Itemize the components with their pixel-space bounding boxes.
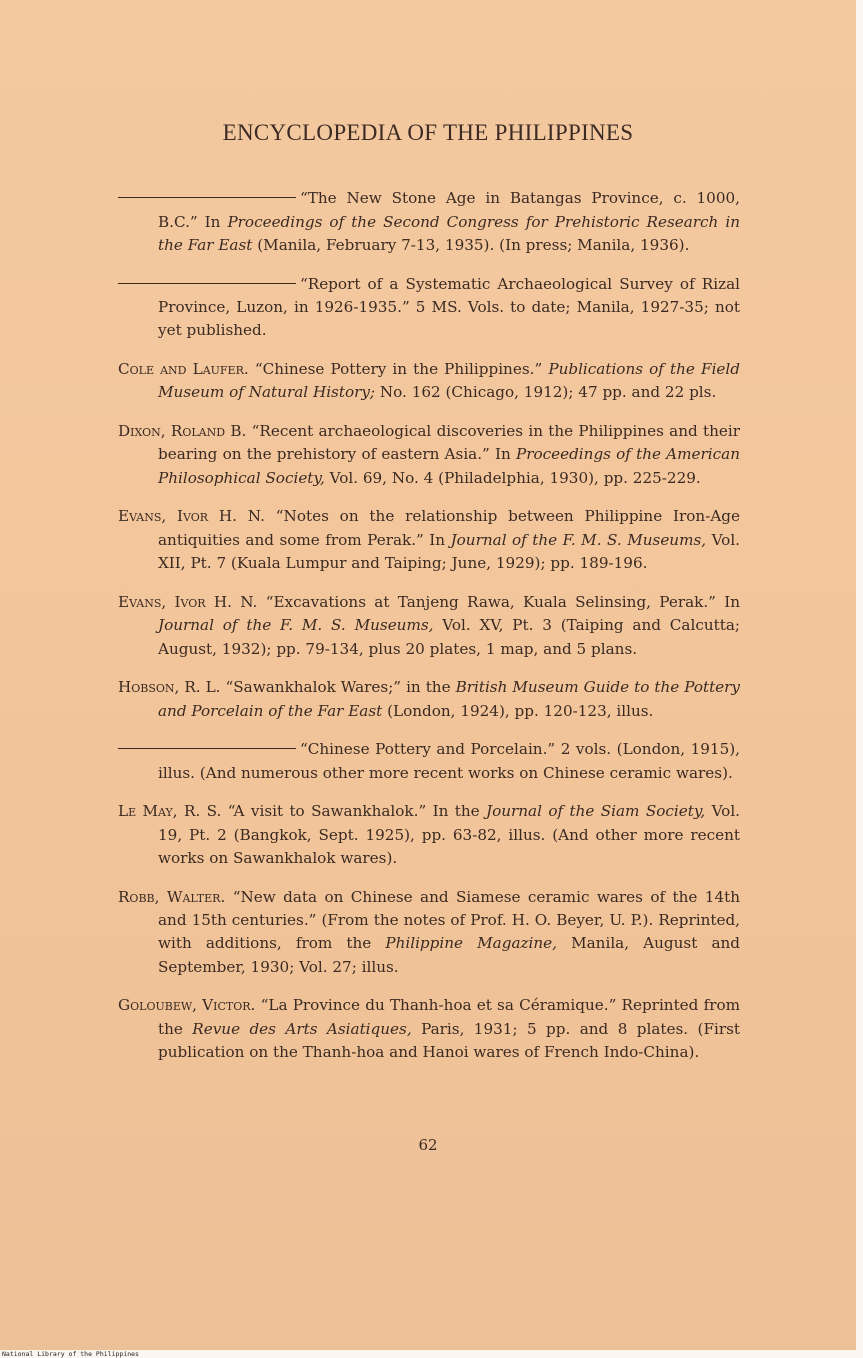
entry-text: “New data on Chinese and Siamese ceramic wares of the 14th and 15th centuries.” (From the notes of Prof. H. O. Beyer, U. P.). Reprinted, with additions, from the Philippine Magazine, Manila, August and September, 1930; Vol. 27; illus. <box>158 887 740 976</box>
bibliography-entry <box>118 994 740 1064</box>
bibliography-entry <box>118 676 740 723</box>
ditto-rule <box>118 197 296 198</box>
bibliography-entry <box>118 420 740 490</box>
entry-author: Evans, Ivor H. N. <box>118 592 258 611</box>
bibliography-entry <box>118 800 740 870</box>
entry-text: “Chinese Pottery and Porcelain.” 2 vols. (London, 1915), illus. (And numerous other more recent works on Chinese ceramic wares). <box>158 740 740 782</box>
bibliography-entry <box>118 591 740 661</box>
entry-author: Goloubew, Victor. <box>118 996 256 1015</box>
bibliography-entry <box>118 886 740 980</box>
entry-text: “A visit to Sawankhalok.” In the Journal of the Siam Society, Vol. 19, Pt. 2 (Bangkok, Sept. 1925), pp. 63-82, illus. (And other more recent works on Sawankhalok wares). <box>158 802 741 868</box>
ditto-rule <box>118 283 296 284</box>
page-number: 62 <box>418 1136 438 1154</box>
entry-author: Evans, Ivor H. N. <box>118 507 265 526</box>
bibliography-entry <box>118 505 740 575</box>
bibliography-entry <box>118 358 740 405</box>
running-head: ENCYCLOPEDIA OF THE PHILIPPINES <box>222 120 634 145</box>
entry-text: “The New Stone Age in Batangas Province, c. 1000, B.C.” In Proceedings of the Second Congress for Prehistoric Research in the Far East (Manila, February 7-13, 1935). (In press; Manila, 1936). <box>158 189 740 254</box>
bibliography-entry <box>118 187 740 257</box>
bibliography-list <box>118 172 740 1072</box>
entry-text: “Report of a Systematic Archaeological Survey of Rizal Province, Luzon, in 1926-1935.” 5 MS. Vols. to date; Manila, 1927-35; not yet published. <box>158 274 740 340</box>
bibliography-entry <box>118 738 740 785</box>
entry-text: “Notes on the relationship between Philippine Iron-Age antiquities and some from Perak.” In Journal of the F. M. S. Museums, Vol. XII, Pt. 7 (Kuala Lumpur and Taiping; June, 1929); pp. 189-196. <box>158 507 741 573</box>
entry-author: Hobson, R. L. <box>118 678 221 697</box>
entry-author: Cole and Laufer. <box>118 360 249 378</box>
entry-author: Le May, R. S. <box>118 802 222 821</box>
scan-margin-right <box>856 0 863 1358</box>
entry-text: “La Province du Thanh-hoa et sa Céramique.” Reprinted from the Revue des Arts Asiatiques, Paris, 1931; 5 pp. and 8 plates. (First publication on the Thanh-hoa and Hanoi wares of French Indo-China). <box>158 996 741 1062</box>
entry-text: “Recent archaeological discoveries in the Philippines and their bearing on the prehistory of eastern Asia.” In Proceedings of the American Philosophical Society, Vol. 69, No. 4 (Philadelphia, 1930), pp. 225-229. <box>158 422 740 487</box>
bibliography-entry <box>118 273 740 343</box>
scan-credit: National Library of the Philippines <box>2 1350 139 1358</box>
entry-text: “Excavations at Tanjeng Rawa, Kuala Selinsing, Perak.” In Journal of the F. M. S. Museums, Vol. XV, Pt. 3 (Taiping and Calcutta; August, 1932); pp. 79-134, plus 20 plates, 1 map, and 5 plans. <box>158 592 741 658</box>
entry-text: “Chinese Pottery in the Philippines.” Publications of the Field Museum of Natural History; No. 162 (Chicago, 1912); 47 pp. and 22 pls. <box>158 360 740 402</box>
entry-author: Dixon, Roland B. <box>118 422 247 440</box>
entry-author: Robb, Walter. <box>118 887 226 906</box>
entry-text: “Sawankhalok Wares;” in the British Museum Guide to the Pottery and Porcelain of the Far East (London, 1924), pp. 120-123, illus. <box>158 678 741 720</box>
ditto-rule <box>118 748 296 749</box>
